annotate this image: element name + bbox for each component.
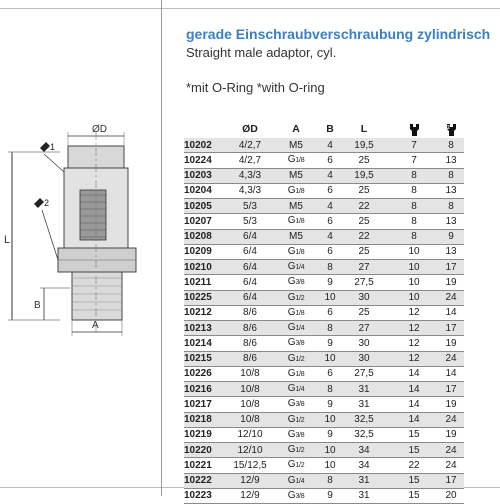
cell-a: G3/8 bbox=[270, 397, 322, 412]
cell-od: 10/8 bbox=[230, 412, 270, 427]
cell-b: 6 bbox=[322, 214, 338, 229]
cell-od: 6/4 bbox=[230, 260, 270, 275]
cell-code: 10212 bbox=[184, 305, 230, 320]
cell-code: 10225 bbox=[184, 290, 230, 305]
cell-wrench-2: 24 bbox=[438, 443, 464, 458]
table-row bbox=[184, 366, 464, 381]
cell-a: G1/2 bbox=[270, 443, 322, 458]
cell-l: 19,5 bbox=[338, 138, 390, 153]
cell-b: 6 bbox=[322, 366, 338, 381]
cell-wrench-1: 12 bbox=[390, 351, 438, 366]
cell-code: 10211 bbox=[184, 275, 230, 290]
technical-drawing bbox=[0, 110, 160, 350]
cell-code: 10204 bbox=[184, 183, 230, 198]
cell-od: 5/3 bbox=[230, 199, 270, 214]
cell-l: 32,5 bbox=[338, 427, 390, 442]
cell-a: G1/2 bbox=[270, 290, 322, 305]
cell-wrench-1: 8 bbox=[390, 183, 438, 198]
cell-a: G1/4 bbox=[270, 382, 322, 397]
table-row bbox=[184, 183, 464, 198]
cell-a: G1/2 bbox=[270, 458, 322, 473]
cell-a: G1/8 bbox=[270, 153, 322, 168]
wrench-marker-2 bbox=[34, 198, 58, 260]
cell-od: 4,3/3 bbox=[230, 183, 270, 198]
cell-wrench-1: 8 bbox=[390, 214, 438, 229]
table-row bbox=[184, 199, 464, 214]
wrench-1-icon bbox=[390, 120, 438, 138]
cell-l: 30 bbox=[338, 336, 390, 351]
cell-wrench-2: 13 bbox=[438, 244, 464, 259]
cell-code: 10208 bbox=[184, 229, 230, 244]
cell-wrench-2: 19 bbox=[438, 427, 464, 442]
title-german: gerade Einschraubverschraubung zylindrisch bbox=[186, 26, 491, 42]
cell-wrench-1: 8 bbox=[390, 168, 438, 183]
cell-a: G3/8 bbox=[270, 488, 322, 503]
table-row bbox=[184, 229, 464, 244]
cell-wrench-1: 10 bbox=[390, 290, 438, 305]
cell-code: 10220 bbox=[184, 443, 230, 458]
cell-b: 6 bbox=[322, 153, 338, 168]
cell-code: 10218 bbox=[184, 412, 230, 427]
header-l: L bbox=[360, 123, 368, 135]
table-row bbox=[184, 443, 464, 458]
table-row bbox=[184, 321, 464, 336]
header-a: A bbox=[292, 123, 300, 135]
cell-wrench-1: 15 bbox=[390, 427, 438, 442]
cell-wrench-1: 7 bbox=[390, 138, 438, 153]
table-row bbox=[184, 336, 464, 351]
cell-b: 6 bbox=[322, 183, 338, 198]
cell-l: 34 bbox=[338, 443, 390, 458]
cell-b: 8 bbox=[322, 321, 338, 336]
cell-code: 10209 bbox=[184, 244, 230, 259]
dim-a-label: A bbox=[92, 320, 99, 331]
wrench-marker-1 bbox=[40, 142, 64, 172]
table-row bbox=[184, 305, 464, 320]
table-row bbox=[184, 412, 464, 427]
cell-wrench-1: 12 bbox=[390, 305, 438, 320]
cell-wrench-2: 17 bbox=[438, 260, 464, 275]
cell-wrench-1: 14 bbox=[390, 382, 438, 397]
cell-b: 4 bbox=[322, 229, 338, 244]
dim-l-label: L bbox=[4, 234, 11, 246]
cell-a: G1/2 bbox=[270, 351, 322, 366]
cell-code: 10214 bbox=[184, 336, 230, 351]
cell-l: 27,5 bbox=[338, 366, 390, 381]
cell-wrench-1: 12 bbox=[390, 336, 438, 351]
table-header-row bbox=[184, 120, 464, 138]
cell-b: 8 bbox=[322, 260, 338, 275]
cell-a: G1/8 bbox=[270, 366, 322, 381]
cell-wrench-1: 10 bbox=[390, 260, 438, 275]
cell-a: G1/4 bbox=[270, 473, 322, 488]
cell-b: 6 bbox=[322, 244, 338, 259]
cell-l: 31 bbox=[338, 488, 390, 503]
cell-a: G3/8 bbox=[270, 336, 322, 351]
cell-l: 31 bbox=[338, 397, 390, 412]
cell-od: 5/3 bbox=[230, 214, 270, 229]
top-frame-line bbox=[0, 8, 500, 9]
title-english: Straight male adaptor, cyl. bbox=[186, 45, 337, 60]
cell-wrench-1: 14 bbox=[390, 412, 438, 427]
cell-l: 25 bbox=[338, 244, 390, 259]
cell-wrench-1: 15 bbox=[390, 488, 438, 503]
cell-wrench-2: 24 bbox=[438, 351, 464, 366]
cell-l: 27,5 bbox=[338, 275, 390, 290]
table-row bbox=[184, 382, 464, 397]
cell-wrench-1: 15 bbox=[390, 473, 438, 488]
cell-wrench-2: 17 bbox=[438, 473, 464, 488]
table-row bbox=[184, 473, 464, 488]
table-row bbox=[184, 138, 464, 153]
cell-wrench-2: 13 bbox=[438, 183, 464, 198]
header-od: ØD bbox=[242, 123, 258, 135]
cell-wrench-1: 8 bbox=[390, 229, 438, 244]
cell-od: 6/4 bbox=[230, 290, 270, 305]
cell-wrench-1: 7 bbox=[390, 153, 438, 168]
cell-l: 30 bbox=[338, 290, 390, 305]
cell-l: 34 bbox=[338, 458, 390, 473]
cell-code: 10205 bbox=[184, 199, 230, 214]
cell-l: 25 bbox=[338, 183, 390, 198]
cell-wrench-2: 19 bbox=[438, 336, 464, 351]
cell-wrench-1: 8 bbox=[390, 199, 438, 214]
cell-od: 4/2,7 bbox=[230, 153, 270, 168]
cell-wrench-2: 17 bbox=[438, 321, 464, 336]
table-row bbox=[184, 397, 464, 412]
cell-od: 15/12,5 bbox=[230, 458, 270, 473]
cell-wrench-2: 24 bbox=[438, 458, 464, 473]
cell-code: 10213 bbox=[184, 321, 230, 336]
cell-b: 10 bbox=[322, 412, 338, 427]
cell-wrench-2: 19 bbox=[438, 275, 464, 290]
cell-od: 12/10 bbox=[230, 443, 270, 458]
header-b: B bbox=[326, 123, 334, 135]
cell-a: G1/8 bbox=[270, 244, 322, 259]
cell-od: 4/2,7 bbox=[230, 138, 270, 153]
cell-wrench-2: 13 bbox=[438, 214, 464, 229]
cell-a: G1/8 bbox=[270, 214, 322, 229]
wrench-marker-2-label: 2 bbox=[44, 198, 50, 208]
cell-od: 10/8 bbox=[230, 397, 270, 412]
cell-a: M5 bbox=[270, 138, 322, 153]
table-row bbox=[184, 275, 464, 290]
cell-b: 10 bbox=[322, 443, 338, 458]
cell-b: 10 bbox=[322, 290, 338, 305]
cell-code: 10215 bbox=[184, 351, 230, 366]
cell-od: 4,3/3 bbox=[230, 168, 270, 183]
cell-b: 8 bbox=[322, 382, 338, 397]
cell-code: 10223 bbox=[184, 488, 230, 503]
cell-wrench-1: 14 bbox=[390, 397, 438, 412]
cell-wrench-2: 14 bbox=[438, 366, 464, 381]
cell-b: 8 bbox=[322, 473, 338, 488]
cell-wrench-1: 12 bbox=[390, 321, 438, 336]
table-row bbox=[184, 427, 464, 442]
cell-b: 4 bbox=[322, 199, 338, 214]
cell-a: G1/8 bbox=[270, 183, 322, 198]
cell-l: 30 bbox=[338, 351, 390, 366]
cell-a: G1/4 bbox=[270, 260, 322, 275]
cell-l: 22 bbox=[338, 229, 390, 244]
cell-od: 6/4 bbox=[230, 275, 270, 290]
cell-b: 10 bbox=[322, 458, 338, 473]
svg-text:2: 2 bbox=[446, 124, 450, 131]
cell-od: 12/9 bbox=[230, 473, 270, 488]
table-row bbox=[184, 290, 464, 305]
cell-b: 9 bbox=[322, 275, 338, 290]
cell-wrench-2: 8 bbox=[438, 168, 464, 183]
cell-od: 10/8 bbox=[230, 366, 270, 381]
cell-l: 25 bbox=[338, 214, 390, 229]
cell-wrench-2: 14 bbox=[438, 305, 464, 320]
cell-wrench-2: 24 bbox=[438, 290, 464, 305]
spec-table bbox=[184, 120, 464, 504]
cell-od: 10/8 bbox=[230, 382, 270, 397]
cell-b: 9 bbox=[322, 427, 338, 442]
cell-b: 9 bbox=[322, 336, 338, 351]
cell-a: G1/8 bbox=[270, 305, 322, 320]
cell-l: 27 bbox=[338, 321, 390, 336]
cell-code: 10226 bbox=[184, 366, 230, 381]
cell-od: 12/9 bbox=[230, 488, 270, 503]
cell-l: 22 bbox=[338, 199, 390, 214]
cell-a: G1/4 bbox=[270, 321, 322, 336]
cell-wrench-1: 15 bbox=[390, 443, 438, 458]
cell-wrench-2: 9 bbox=[438, 229, 464, 244]
cell-code: 10210 bbox=[184, 260, 230, 275]
cell-wrench-1: 22 bbox=[390, 458, 438, 473]
cell-a: G3/8 bbox=[270, 275, 322, 290]
cell-od: 12/10 bbox=[230, 427, 270, 442]
wrench-marker-1-label: 1 bbox=[50, 142, 56, 152]
cell-code: 10202 bbox=[184, 138, 230, 153]
wrench-2-icon bbox=[438, 120, 464, 138]
cell-od: 6/4 bbox=[230, 244, 270, 259]
cell-wrench-2: 13 bbox=[438, 153, 464, 168]
header-code bbox=[184, 120, 230, 138]
cell-wrench-2: 20 bbox=[438, 488, 464, 503]
cell-a: M5 bbox=[270, 168, 322, 183]
table-row bbox=[184, 244, 464, 259]
cell-l: 27 bbox=[338, 260, 390, 275]
cell-wrench-1: 10 bbox=[390, 244, 438, 259]
table-row bbox=[184, 153, 464, 168]
cell-code: 10219 bbox=[184, 427, 230, 442]
cell-code: 10203 bbox=[184, 168, 230, 183]
cell-l: 32,5 bbox=[338, 412, 390, 427]
cell-code: 10224 bbox=[184, 153, 230, 168]
cell-od: 8/6 bbox=[230, 336, 270, 351]
cell-wrench-1: 10 bbox=[390, 275, 438, 290]
o-ring-note: *mit O-Ring *with O-ring bbox=[186, 80, 325, 95]
vertical-divider bbox=[161, 0, 162, 496]
cell-l: 31 bbox=[338, 382, 390, 397]
cell-code: 10216 bbox=[184, 382, 230, 397]
cell-l: 31 bbox=[338, 473, 390, 488]
cell-b: 6 bbox=[322, 305, 338, 320]
cell-wrench-2: 8 bbox=[438, 199, 464, 214]
cell-wrench-2: 8 bbox=[438, 138, 464, 153]
cell-od: 8/6 bbox=[230, 321, 270, 336]
cell-code: 10221 bbox=[184, 458, 230, 473]
cell-l: 25 bbox=[338, 153, 390, 168]
dim-od-label: ØD bbox=[92, 124, 107, 135]
cell-od: 8/6 bbox=[230, 305, 270, 320]
cell-a: G1/2 bbox=[270, 412, 322, 427]
cell-code: 10217 bbox=[184, 397, 230, 412]
cell-code: 10222 bbox=[184, 473, 230, 488]
cell-b: 4 bbox=[322, 138, 338, 153]
cell-a: G3/8 bbox=[270, 427, 322, 442]
cell-wrench-2: 19 bbox=[438, 397, 464, 412]
cell-l: 19,5 bbox=[338, 168, 390, 183]
cell-od: 8/6 bbox=[230, 351, 270, 366]
cell-wrench-1: 14 bbox=[390, 366, 438, 381]
cell-code: 10207 bbox=[184, 214, 230, 229]
table-row bbox=[184, 260, 464, 275]
cell-b: 9 bbox=[322, 488, 338, 503]
cell-wrench-2: 24 bbox=[438, 412, 464, 427]
cell-wrench-2: 17 bbox=[438, 382, 464, 397]
dim-b-label: B bbox=[34, 300, 41, 311]
table-row bbox=[184, 351, 464, 366]
cell-l: 25 bbox=[338, 305, 390, 320]
table-row bbox=[184, 458, 464, 473]
cell-b: 10 bbox=[322, 351, 338, 366]
cell-b: 4 bbox=[322, 168, 338, 183]
cell-a: M5 bbox=[270, 199, 322, 214]
cell-b: 9 bbox=[322, 397, 338, 412]
table-row bbox=[184, 214, 464, 229]
cell-a: M5 bbox=[270, 229, 322, 244]
cell-od: 6/4 bbox=[230, 229, 270, 244]
table-row bbox=[184, 168, 464, 183]
